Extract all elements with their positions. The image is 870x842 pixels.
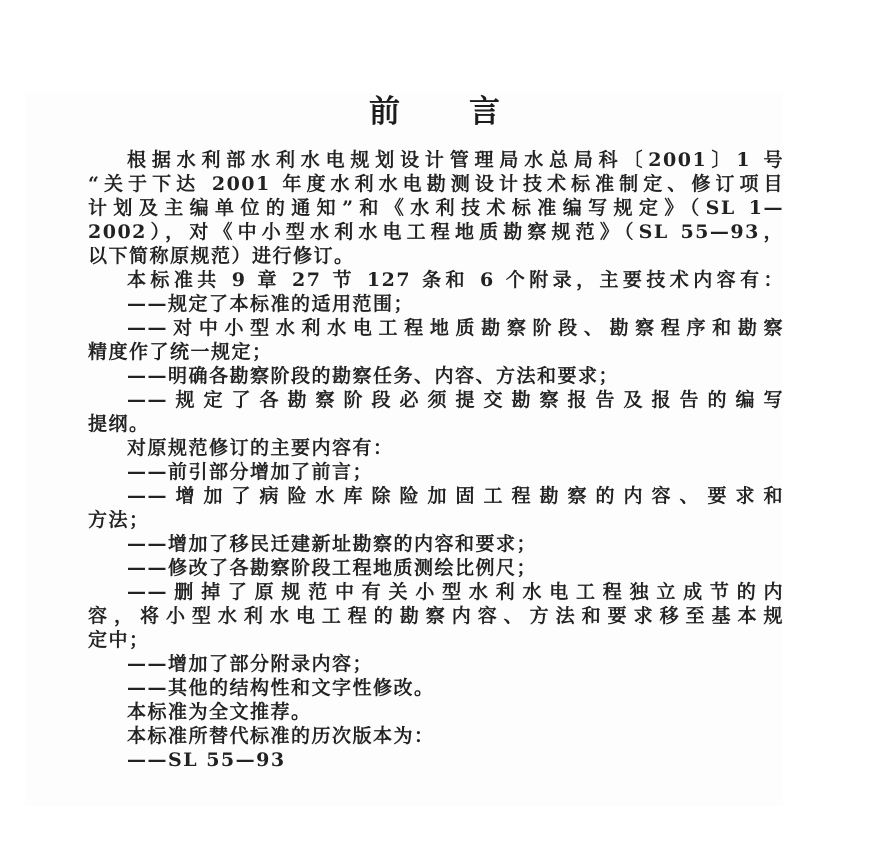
text-line: ——SL 55—93 <box>127 749 286 771</box>
text-line: 对原规范修订的主要内容有： <box>127 437 394 459</box>
text-line: 提纲。 <box>88 413 150 435</box>
text-line: ——修改了各勘察阶段工程地质测绘比例尺； <box>127 557 538 579</box>
text-line: ——增加了移民迁建新址勘察的内容和要求； <box>127 533 538 555</box>
text-line: 计划及主编单位的通知”和《水利技术标准编写规定》（SL 1— <box>88 197 784 219</box>
text-line: ——其他的结构性和文字性修改。 <box>127 677 435 699</box>
text-line: 容，将小型水利水电工程的勘察内容、方法和要求移至基本规 <box>88 605 784 627</box>
text-line: 定中； <box>88 629 150 651</box>
text-line: 根据水利部水利水电规划设计管理局水总局科〔2001〕1 号 <box>127 149 784 171</box>
text-line: “关于下达 2001 年度水利水电勘测设计技术标准制定、修订项目 <box>88 173 784 195</box>
text-line: 本标准为全文推荐。 <box>127 701 312 723</box>
text-line: ——前引部分增加了前言； <box>127 461 374 483</box>
paragraph-lines <box>88 148 784 772</box>
page-title-char-first: 前 <box>369 94 401 130</box>
text-line: ——对中小型水利水电工程地质勘察阶段、勘察程序和勘察 <box>127 317 784 339</box>
text-line: 2002），对《中小型水利水电工程地质勘察规范》（SL 55—93， <box>88 221 784 243</box>
text-line: ——规定了本标准的适用范围； <box>127 293 415 315</box>
text-line: 精度作了统一规定； <box>88 341 273 363</box>
text-line: 以下简称原规范）进行修订。 <box>88 245 355 267</box>
text-line: 本标准共 9 章 27 节 127 条和 6 个附录，主要技术内容有： <box>127 269 784 291</box>
text-line: ——增加了部分附录内容； <box>127 653 374 675</box>
text-line: ——删掉了原规范中有关小型水利水电工程独立成节的内 <box>127 581 784 603</box>
text-line: ——增加了病险水库除险加固工程勘察的内容、要求和 <box>127 485 784 507</box>
text-line: 方法； <box>88 509 150 531</box>
page-title <box>0 86 870 131</box>
text-line: ——规定了各勘察阶段必须提交勘察报告及报告的编写 <box>127 389 784 411</box>
text-line: 本标准所替代标准的历次版本为： <box>127 725 435 747</box>
text-line: ——明确各勘察阶段的勘察任务、内容、方法和要求； <box>127 365 620 387</box>
page-title-char-second: 言 <box>469 94 501 130</box>
